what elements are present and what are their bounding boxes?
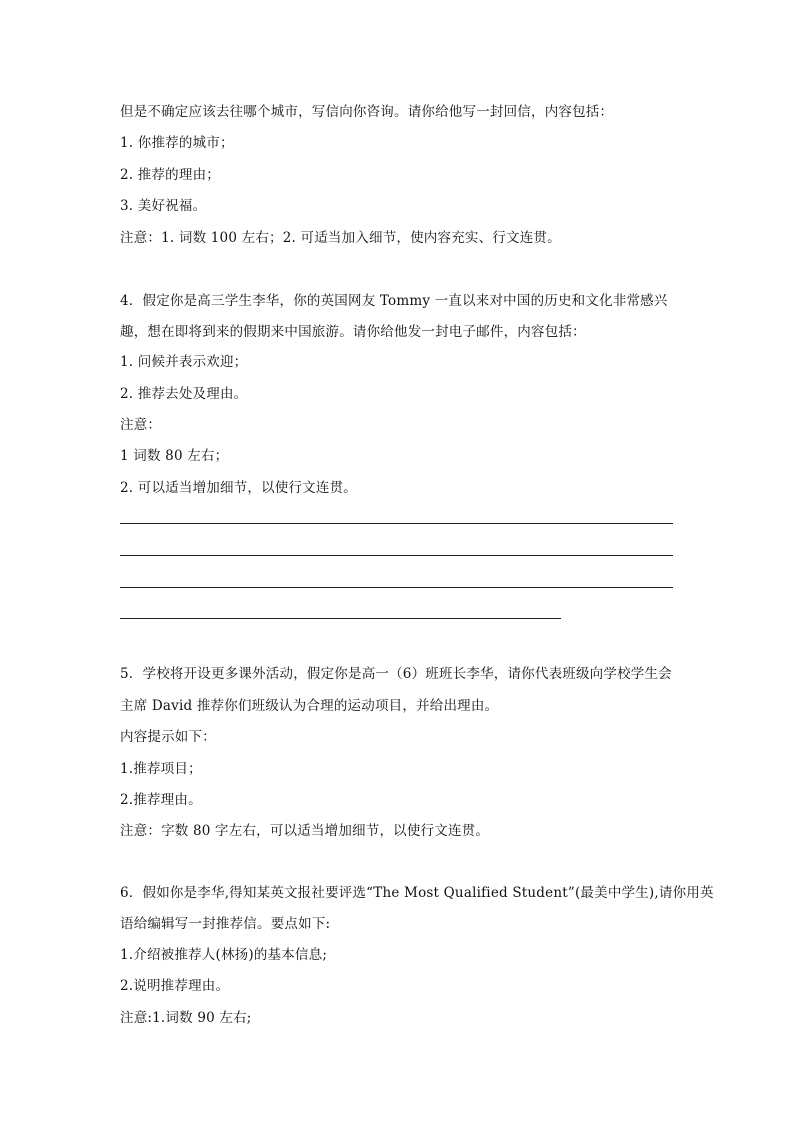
section5-item-1: 1.推荐项目； <box>120 761 202 777</box>
section5-item-2: 2.推荐理由。 <box>120 792 202 808</box>
answer-line-3 <box>120 587 673 588</box>
section4-item-2: 2. 推荐去处及理由。 <box>120 386 248 402</box>
section6-prompt-line-2: 语给编辑写一封推荐信。要点如下: <box>120 916 331 932</box>
section3-item-1: 1. 你推荐的城市； <box>120 135 234 151</box>
section5-prompt-line-2: 主席 David 推荐你们班级认为合理的运动项目，并给出理由。 <box>120 698 499 714</box>
section6-prompt-line-1: 6．假如你是李华,得知某英文报社要评选“The Most Qualified Student”(最美中学生),请你用英 <box>120 885 714 901</box>
section6-item-2: 2.说明推荐理由。 <box>120 978 230 994</box>
section4-note-label: 注意： <box>120 417 162 433</box>
section3-note: 注意：1. 词数 100 左右；2. 可适当加入细节，使内容充实、行文连贯。 <box>120 230 561 246</box>
section5-content-prompt: 内容提示如下： <box>120 729 216 745</box>
answer-line-4 <box>120 618 561 619</box>
section3-item-3: 3. 美好祝福。 <box>120 198 207 214</box>
section4-note-2: 2. 可以适当增加细节，以使行文连贯。 <box>120 480 357 496</box>
section4-item-1: 1. 问候并表示欢迎； <box>120 354 248 370</box>
section4-note-1: 1 词数 80 左右； <box>120 448 229 464</box>
answer-line-2 <box>120 555 673 556</box>
answer-line-1 <box>120 523 673 524</box>
section5-note: 注意：字数 80 字左右，可以适当增加细节，以使行文连贯。 <box>120 823 490 839</box>
section5-prompt-line-1: 5．学校将开设更多课外活动，假定你是高一（6）班班长李华，请你代表班级向学校学生会 <box>120 666 672 682</box>
section3-item-2: 2. 推荐的理由； <box>120 167 220 183</box>
section4-prompt-line-1: 4．假定你是高三学生李华，你的英国网友 Tommy 一直以来对中国的历史和文化非常感兴 <box>120 293 668 309</box>
section4-prompt-line-2: 趣，想在即将到来的假期来中国旅游。请你给他发一封电子邮件，内容包括： <box>120 324 586 340</box>
section6-item-1: 1.介绍被推荐人(林扬)的基本信息; <box>120 947 328 963</box>
section6-note: 注意:1.词数 90 左右; <box>120 1010 252 1026</box>
section3-intro-line: 但是不确定应该去往哪个城市，写信向你咨询。请你给他写一封回信，内容包括： <box>120 104 614 120</box>
